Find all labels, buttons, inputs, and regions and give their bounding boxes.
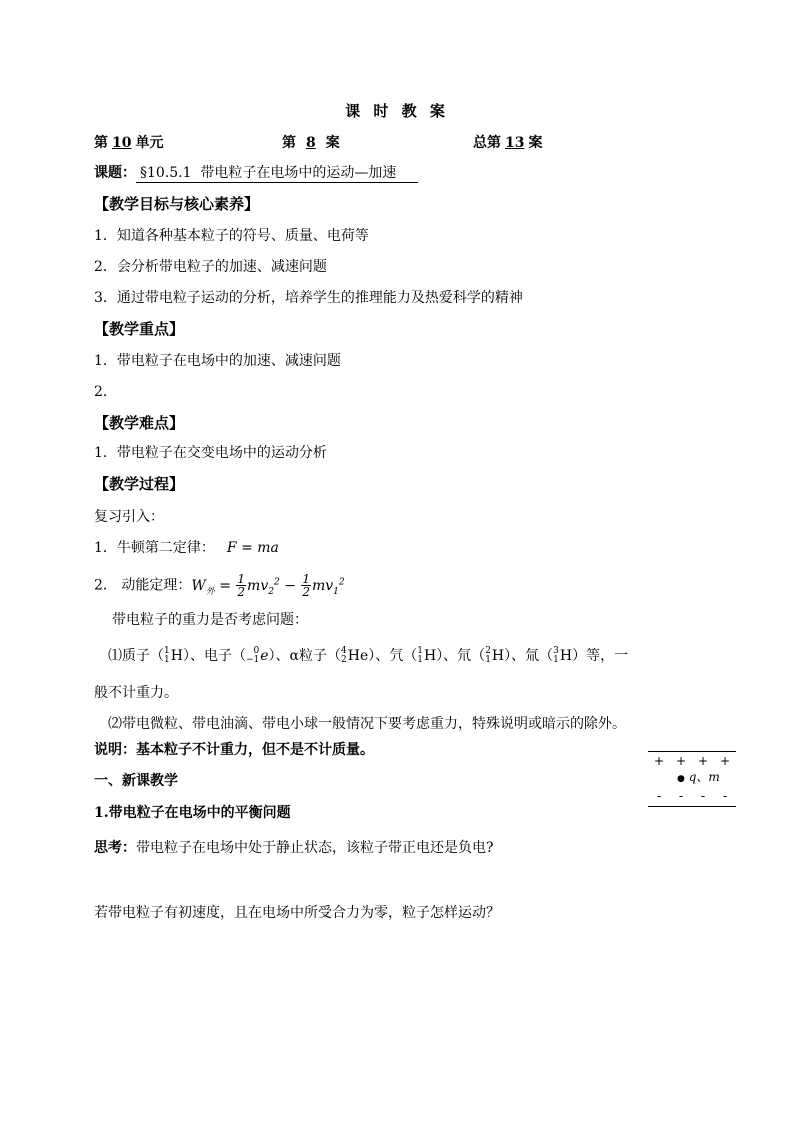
particle-dot: ● q、m xyxy=(677,770,720,784)
positive-plate xyxy=(648,751,736,752)
key-point-item: 1．带电粒子在电场中的加速、减速问题 xyxy=(94,353,341,369)
difficulties-heading: 【教学难点】 xyxy=(94,414,185,432)
newton-law: 1．牛顿第二定律： F = ma xyxy=(94,540,279,556)
topic-line: 课题： §10.5.1 带电粒子在电场中的运动—加速 xyxy=(94,163,418,183)
motion-question: 若带电粒子有初速度，且在电场中所受合力为零，粒子怎样运动？ xyxy=(94,905,500,921)
goal-item: 3．通过带电粒子运动的分析，培养学生的推理能力及热爱科学的精神 xyxy=(94,290,523,306)
note: 说明：基本粒子不计重力，但不是不计质量。 xyxy=(94,742,374,758)
goals-heading: 【教学目标与核心素养】 xyxy=(94,195,260,213)
difficulty-item: 1．带电粒子在交变电场中的运动分析 xyxy=(94,445,327,461)
energy-theorem: 2． 动能定理：$W_外$ = $\frac{1}{2}$ $mv_2^2$ − $\frac{1}{2}$ $mv_1^2$ xyxy=(94,572,345,600)
process-heading: 【教学过程】 xyxy=(94,475,185,493)
new-lesson-heading: 一、新课教学 xyxy=(94,773,178,789)
particle-list: ⑴质子（ 1 1 H）、电子（ 0 −1 e）、α粒子（ 4 2 He）、氕（ 1 1 H）、氘（ 2 1 H）、氚（ 3 1 H）等，一 xyxy=(108,646,629,665)
goal-item: 2．会分析带电粒子的加速、减速问题 xyxy=(94,259,327,275)
positive-charges: + + + + xyxy=(653,754,731,768)
section-heading: 1.带电粒子在电场中的平衡问题 xyxy=(94,805,291,821)
energy-formula: $W_外$ = $\frac{1}{2}$ $mv_2^2$ − $\frac{1}{2}$ $mv_1^2$ xyxy=(191,572,345,600)
lesson-number: 第 8 案 xyxy=(282,135,340,151)
negative-plate xyxy=(648,806,736,807)
particle-list-cont: 般不计重力。 xyxy=(94,685,178,701)
negative-charges: - - - - xyxy=(656,789,728,803)
particle-list-2: ⑵带电微粒、带电油滴、带电小球一般情况下要考虑重力，特殊说明或暗示的除外。 xyxy=(108,716,626,732)
gravity-question: 带电粒子的重力是否考虑问题： xyxy=(112,612,308,628)
page-title: 课 时 教 案 xyxy=(345,102,449,120)
newton-formula: F = ma xyxy=(226,540,279,556)
review-label: 复习引入： xyxy=(94,509,164,525)
key-points-heading: 【教学重点】 xyxy=(94,320,185,338)
total-number: 总第 13 案 xyxy=(473,135,543,151)
unit-number: 第 10 单元 xyxy=(94,135,164,151)
think-question: 思考：带电粒子在电场中处于静止状态，该粒子带正电还是负电? xyxy=(94,840,494,856)
key-point-item: 2． xyxy=(94,384,117,400)
goal-item: 1．知道各种基本粒子的符号、质量、电荷等 xyxy=(94,228,369,244)
